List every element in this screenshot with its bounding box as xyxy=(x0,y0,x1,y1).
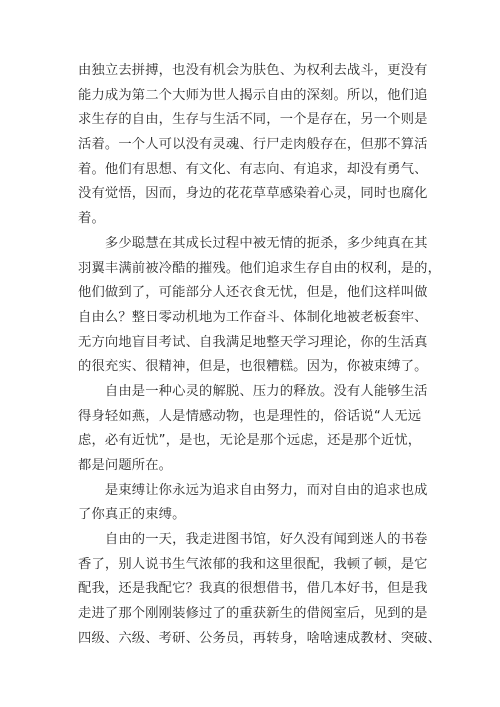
text-line: 配我，还是我配它？我真的很想借书，借几本好书，但是我 xyxy=(78,581,428,597)
text-line: 自由的一天，我走进图书馆，好久没有闻到迷人的书卷 xyxy=(78,532,428,548)
text-line: 求生存的自由，生存与生活不同，一个是存在，另一个则是 xyxy=(78,112,428,128)
text-line: 着。 xyxy=(78,211,105,227)
text-line: 四级、六级、考研、公务员，再转身，啥啥速成教材、突破、 xyxy=(78,630,442,646)
body-text xyxy=(78,59,442,652)
text-line: 着。他们有思想、有文化、有志向、有追求，却没有勇气、 xyxy=(78,161,428,177)
text-line: 能力成为第二个大师为世人揭示自由的深刻。所以，他们追 xyxy=(78,87,428,103)
text-line: 走进了那个刚刚装修过了的重获新生的借阅室后，见到的是 xyxy=(78,606,428,622)
text-line: 由独立去拼搏，也没有机会为肤色、为权利去战斗，更没有 xyxy=(78,63,428,78)
text-line: 羽翼丰满前被冷酷的摧残。他们追求生存自由的权利，是的， xyxy=(78,260,442,276)
text-line: 虑，必有近忧”，是也，无论是那个远虑，还是那个近忧， xyxy=(78,433,422,449)
text-line: 香了，别人说书生气浓郁的我和这里很配，我顿了顿，是它 xyxy=(78,556,428,572)
text-line: 他们做到了，可能部分人还衣食无忧，但是，他们这样叫做 xyxy=(78,285,428,301)
text-line: 是束缚让你永远为追求自由努力，而对自由的追求也成 xyxy=(78,482,428,498)
text-line: 自由是一种心灵的解脱、压力的释放。没有人能够生活 xyxy=(78,383,428,399)
text-line: 活着。一个人可以没有灵魂、行尸走肉般存在，但那不算活 xyxy=(78,137,428,153)
text-line: 无方向地盲目考试、自我满足地整天学习理论，你的生活真 xyxy=(78,334,428,350)
text-line: 没有觉悟，因而，身边的花花草草感染着心灵，同时也腐化 xyxy=(78,186,428,202)
text-line: 的很充实、很精神，但是，也很糟糕。因为，你被束缚了。 xyxy=(78,359,428,375)
text-line: 得身轻如燕，人是情感动物，也是理性的，俗话说“人无远 xyxy=(78,408,422,424)
text-line: 都是问题所在。 xyxy=(78,458,173,473)
text-line: 多少聪慧在其成长过程中被无情的扼杀，多少纯真在其 xyxy=(78,235,428,251)
text-line: 了你真正的束缚。 xyxy=(78,507,186,523)
text-line: 自由么？整日零动机地为工作奋斗、体制化地被老板套牢、 xyxy=(78,309,428,325)
